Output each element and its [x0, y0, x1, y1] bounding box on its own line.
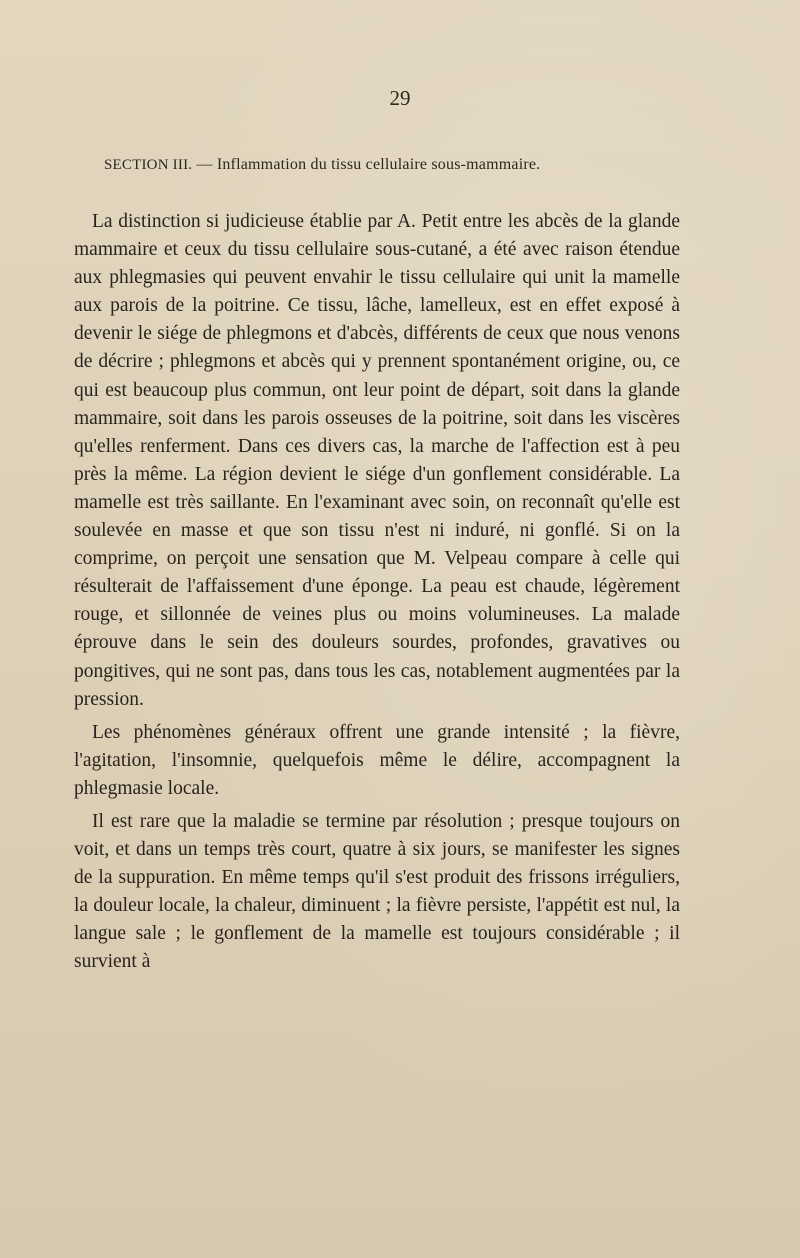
section-heading — [104, 156, 664, 174]
paragraph: La distinction si judicieuse établie par A. Petit entre les abcès de la glande mammaire et ceux du tissu cellulaire sous-cutané, a été avec raison étendue aux phlegmasies qui peuvent envahir le tissu cellulaire qui unit la mamelle aux parois de la poitrine. Ce tissu, lâche, lamelleux, est en effet exposé à devenir le siége de phlegmons et d'abcès, différents de ceux que nous venons de décrire ; phlegmons et abcès qui y prennent spontanément origine, ou, ce qui est beaucoup plus commun, ont leur point de départ, soit dans la glande mammaire, soit dans les parois osseuses de la poitrine, soit dans les viscères qu'elles renferment. Dans ces divers cas, la marche de l'affection est à peu près la même. La région devient le siége d'un gonflement considérable. La mamelle est très saillante. En l'examinant avec soin, on reconnaît qu'elle est soulevée en masse et que son tissu n'est ni induré, ni gonflé. Si on la comprime, on perçoit une sensation que M. Velpeau compare à celle qui résulterait de l'affaissement d'une éponge. La peau est chaude, légèrement rouge, et sillonnée de veines plus ou moins volumineuses. La malade éprouve dans le sein des douleurs sourdes, profondes, gravatives ou pongitives, qui ne sont pas, dans tous les cas, notablement augmentées par la pression. — [74, 211, 680, 710]
section-label: SECTION III. — [104, 157, 193, 173]
section-dash: — — [192, 156, 217, 173]
paragraph: Les phénomènes généraux offrent une grande intensité ; la fièvre, l'agitation, l'insomnie, quelquefois même le délire, accompagnent la phlegmasie locale. — [74, 721, 680, 799]
page-number: 29 — [389, 86, 411, 110]
body-text — [74, 208, 680, 977]
paragraph: Il est rare que la maladie se termine par résolution ; presque toujours on voit, et dans un temps très court, quatre à six jours, se manifester les signes de la suppuration. En même temps qu'il s'est produit des frissons irréguliers, la douleur locale, la chaleur, diminuent ; la fièvre persiste, l'appétit est nul, la langue sale ; le gonflement de la mamelle est toujours considérable ; il survient à — [74, 810, 680, 973]
section-title: Inflammation du tissu cellulaire sous-mammaire. — [216, 156, 541, 173]
